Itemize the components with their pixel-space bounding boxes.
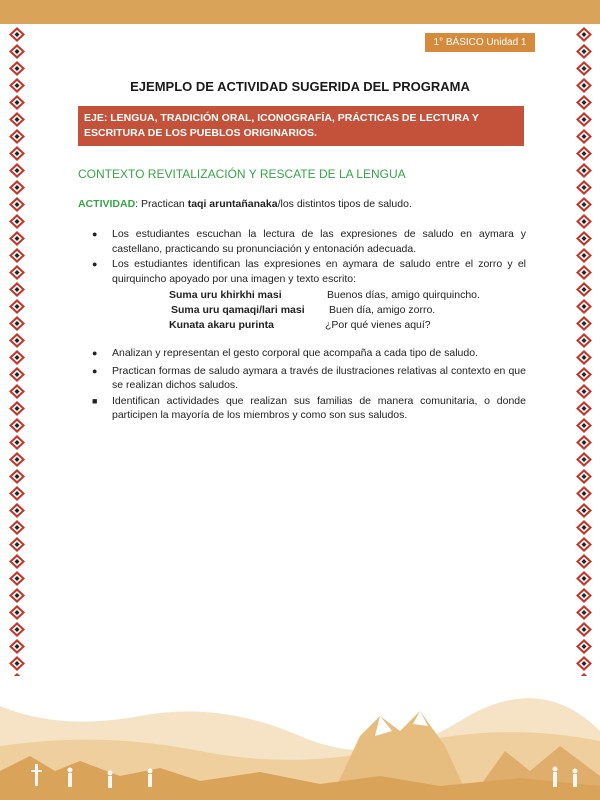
list-item: ● Los estudiantes escuchan la lectura de las expresiones de saludo en aymara y castellano, practicando su pronunciación y entonación adecuada. bbox=[92, 228, 526, 255]
andean-border-left bbox=[8, 26, 26, 676]
list-item: ● Analizan y representan el gesto corporal que acompaña a cada tipo de saludo. bbox=[92, 347, 478, 359]
greeting-spanish: Buenos días, amigo quirquincho. bbox=[327, 289, 480, 301]
greeting-row bbox=[92, 288, 526, 303]
bullet-list-2 bbox=[92, 346, 526, 423]
greetings-table bbox=[92, 288, 526, 333]
greeting-spanish: ¿Por qué vienes aquí? bbox=[325, 319, 431, 331]
list-item: ● Practican formas de saludo aymara a través de ilustraciones relativas al contexto en que se realizan dichos saludos. bbox=[92, 364, 526, 391]
greeting-aymara: Kunata akaru purinta bbox=[169, 319, 275, 331]
activity-text-before: : Practican bbox=[135, 198, 188, 210]
page-title: EJEMPLO DE ACTIVIDAD SUGERIDA DEL PROGRAMA bbox=[130, 79, 470, 94]
bullet-icon: ● bbox=[92, 348, 98, 358]
top-bar bbox=[0, 0, 600, 24]
list-item: ● Los estudiantes identifican las expresiones en aymara de saludo entre el zorro y el quirquincho apoyado por una imagen y texto escrito: bbox=[92, 258, 526, 285]
bullet-list-1 bbox=[92, 227, 526, 286]
activity-line bbox=[78, 198, 412, 210]
grade-unit-badge: 1° BÁSICO Unidad 1 bbox=[425, 33, 535, 52]
bullet-icon: ● bbox=[92, 365, 98, 376]
greeting-aymara: Suma uru khirkhi masi bbox=[169, 289, 282, 301]
activity-label: ACTIVIDAD bbox=[78, 198, 136, 210]
greeting-aymara: Suma uru qamaqi/lari masi bbox=[171, 304, 305, 316]
eje-banner: EJE: LENGUA, TRADICIÓN ORAL, ICONOGRAFÍA, PRÁCTICAS DE LECTURA Y ESCRITURA DE LOS PUEBLOS ORIGINARIOS. bbox=[78, 106, 524, 146]
greeting-spanish: Buen día, amigo zorro. bbox=[329, 304, 436, 316]
square-bullet-icon: ■ bbox=[92, 395, 98, 406]
greeting-row bbox=[92, 318, 526, 333]
list-item: ■ Identifican actividades que realizan sus familias de manera comunitaria, o donde participen la mayoría de los miembros y como son sus saludos. bbox=[92, 394, 526, 421]
bullet-icon: ● bbox=[92, 259, 98, 269]
bullet-icon: ● bbox=[92, 229, 98, 239]
context-heading: CONTEXTO REVITALIZACIÓN Y RESCATE DE LA LENGUA bbox=[78, 167, 406, 181]
andean-border-right bbox=[575, 26, 593, 676]
activity-bold-term: taqi aruntañanaka bbox=[187, 198, 278, 210]
greeting-row bbox=[92, 303, 526, 318]
andean-landscape-footer bbox=[0, 676, 600, 800]
activity-text-after: /los distintos tipos de saludo. bbox=[277, 198, 412, 210]
